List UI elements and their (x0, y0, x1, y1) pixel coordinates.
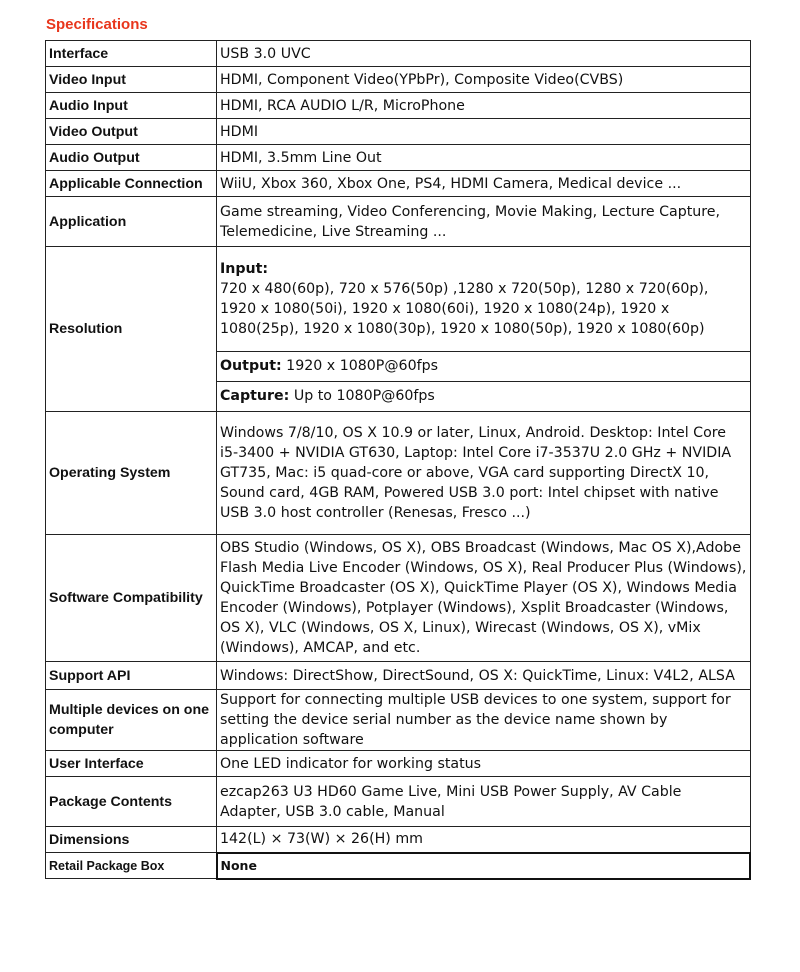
table-row (46, 119, 751, 145)
row-label: Audio Output (46, 145, 217, 171)
row-label: Dimensions (46, 827, 217, 853)
resolution-capture (217, 381, 750, 411)
table-row (46, 412, 751, 535)
resolution-cell (217, 247, 751, 412)
table-row (46, 751, 751, 777)
table-row (46, 853, 751, 879)
row-value: One LED indicator for working status (217, 751, 751, 777)
row-label: Resolution (46, 247, 217, 412)
row-label: Package Contents (46, 777, 217, 827)
table-row (46, 247, 751, 412)
row-value: WiiU, Xbox 360, Xbox One, PS4, HDMI Camera, Medical device ... (217, 171, 751, 197)
row-value: 142(L) × 73(W) × 26(H) mm (217, 827, 751, 853)
row-value: Game streaming, Video Conferencing, Movie Making, Lecture Capture, Telemedicine, Live Streaming ... (217, 197, 751, 247)
row-value: USB 3.0 UVC (217, 41, 751, 67)
output-label: Output: (220, 358, 282, 374)
capture-value: Up to 1080P@60fps (293, 388, 435, 405)
specifications-table (45, 40, 751, 880)
row-value: None (217, 853, 751, 879)
row-value: HDMI, RCA AUDIO L/R, MicroPhone (217, 93, 751, 119)
resolution-output (217, 351, 750, 381)
table-row (46, 662, 751, 690)
table-row (46, 41, 751, 67)
input-value: 720 x 480(60p), 720 x 576(50p) ,1280 x 720(50p), 1280 x 720(60p), 1920 x 1080(50i), 1920 x 1080(60i), 1920 x 1080(24p), 1920 x 1080(25p), 1920 x 1080(30p), 1920 x 1080(50p), 1920 x 1080(60p) (220, 280, 709, 337)
row-value: HDMI, 3.5mm Line Out (217, 145, 751, 171)
resolution-subtable (217, 247, 750, 411)
table-row (46, 93, 751, 119)
row-value: Windows: DirectShow, DirectSound, OS X: QuickTime, Linux: V4L2, ALSA (217, 662, 751, 690)
capture-label: Capture: (220, 388, 290, 405)
table-row (46, 827, 751, 853)
row-value: OBS Studio (Windows, OS X), OBS Broadcast (Windows, Mac OS X),Adobe Flash Media Live Encoder (Windows, OS X), Real Producer Plus (Windows), QuickTime Broadcaster (OS X), QuickTime Player (OS X), Windows Media Encoder (Windows), Potplayer (Windows), Xsplit Broadcaster (Windows, OS X), VLC (Windows, OS X, Linux), Wirecast (Windows, OS X), vMix (Windows), AMCAP, and etc. (217, 535, 751, 662)
table-row (46, 690, 751, 751)
row-value: Windows 7/8/10, OS X 10.9 or later, Linux, Android. Desktop: Intel Core i5-3400 + NVIDIA GT630, Laptop: Intel Core i7-3537U 2.0 GHz + NVIDIA GT735, Mac: i5 quad-core or above, VGA card supporting DirectX 10, Sound card, 4GB RAM, Powered USB 3.0 port: Intel chipset with native USB 3.0 host controller (Renesas, Fresco ...) (217, 412, 751, 535)
input-label: Input: (220, 260, 269, 277)
specifications-heading: Specifications (46, 16, 148, 33)
output-value: 1920 x 1080P@60fps (286, 358, 438, 374)
row-value: HDMI (217, 119, 751, 145)
resolution-input (217, 247, 750, 351)
row-label: Support API (46, 662, 217, 690)
row-label: Video Input (46, 67, 217, 93)
row-label: Retail Package Box (46, 853, 217, 879)
table-row (46, 145, 751, 171)
row-label: Operating System (46, 412, 217, 535)
table-row (46, 67, 751, 93)
row-label: Video Output (46, 119, 217, 145)
row-label: User Interface (46, 751, 217, 777)
table-row (46, 535, 751, 662)
row-label: Application (46, 197, 217, 247)
table-row (46, 197, 751, 247)
row-value: HDMI, Component Video(YPbPr), Composite Video(CVBS) (217, 67, 751, 93)
table-row (46, 171, 751, 197)
row-label: Interface (46, 41, 217, 67)
row-value: Support for connecting multiple USB devices to one system, support for setting the device serial number as the device name shown by application software (217, 690, 751, 751)
table-row (46, 777, 751, 827)
row-value: ezcap263 U3 HD60 Game Live, Mini USB Power Supply, AV Cable Adapter, USB 3.0 cable, Manual (217, 777, 751, 827)
row-label: Audio Input (46, 93, 217, 119)
row-label: Software Compatibility (46, 535, 217, 662)
row-label: Multiple devices on one computer (46, 690, 217, 751)
row-label: Applicable Connection (46, 171, 217, 197)
